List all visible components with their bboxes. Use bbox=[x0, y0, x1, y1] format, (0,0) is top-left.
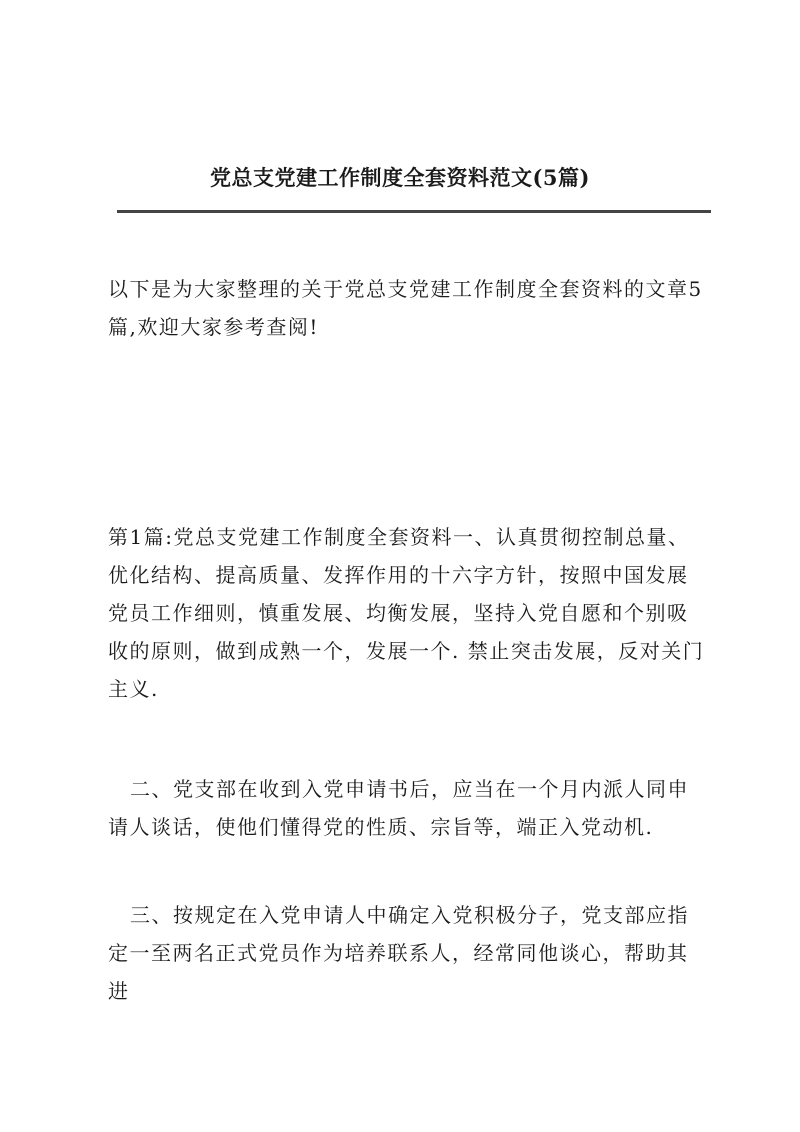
intro-paragraph: 以下是为大家整理的关于党总支党建工作制度全套资料的文章5篇,欢迎大家参考查阅! bbox=[108, 277, 703, 339]
article-1-paragraph: 第1篇:党总支党建工作制度全套资料一、认真贯彻控制总量、优化结构、提高质量、发挥作用的十六字方针，按照中国发展党员工作细则，慎重发展、均衡发展，坚持入党自愿和个别吸收的原则，做到成熟一个，发展一个. 禁止突击发展，反对关门主义. bbox=[108, 525, 705, 701]
section-3-paragraph: 三、按规定在入党申请人中确定入党积极分子，党支部应指定一至两名正式党员作为培养联系人，经常同他谈心，帮助其进 bbox=[108, 903, 689, 1003]
section-2-paragraph: 二、党支部在收到入党申请书后，应当在一个月内派人同申请人谈话，使他们懂得党的性质、宗旨等，端正入党动机. bbox=[108, 777, 689, 839]
document-title: 党总支党建工作制度全套资料范文(5篇) bbox=[210, 165, 590, 190]
title-divider bbox=[117, 210, 711, 213]
